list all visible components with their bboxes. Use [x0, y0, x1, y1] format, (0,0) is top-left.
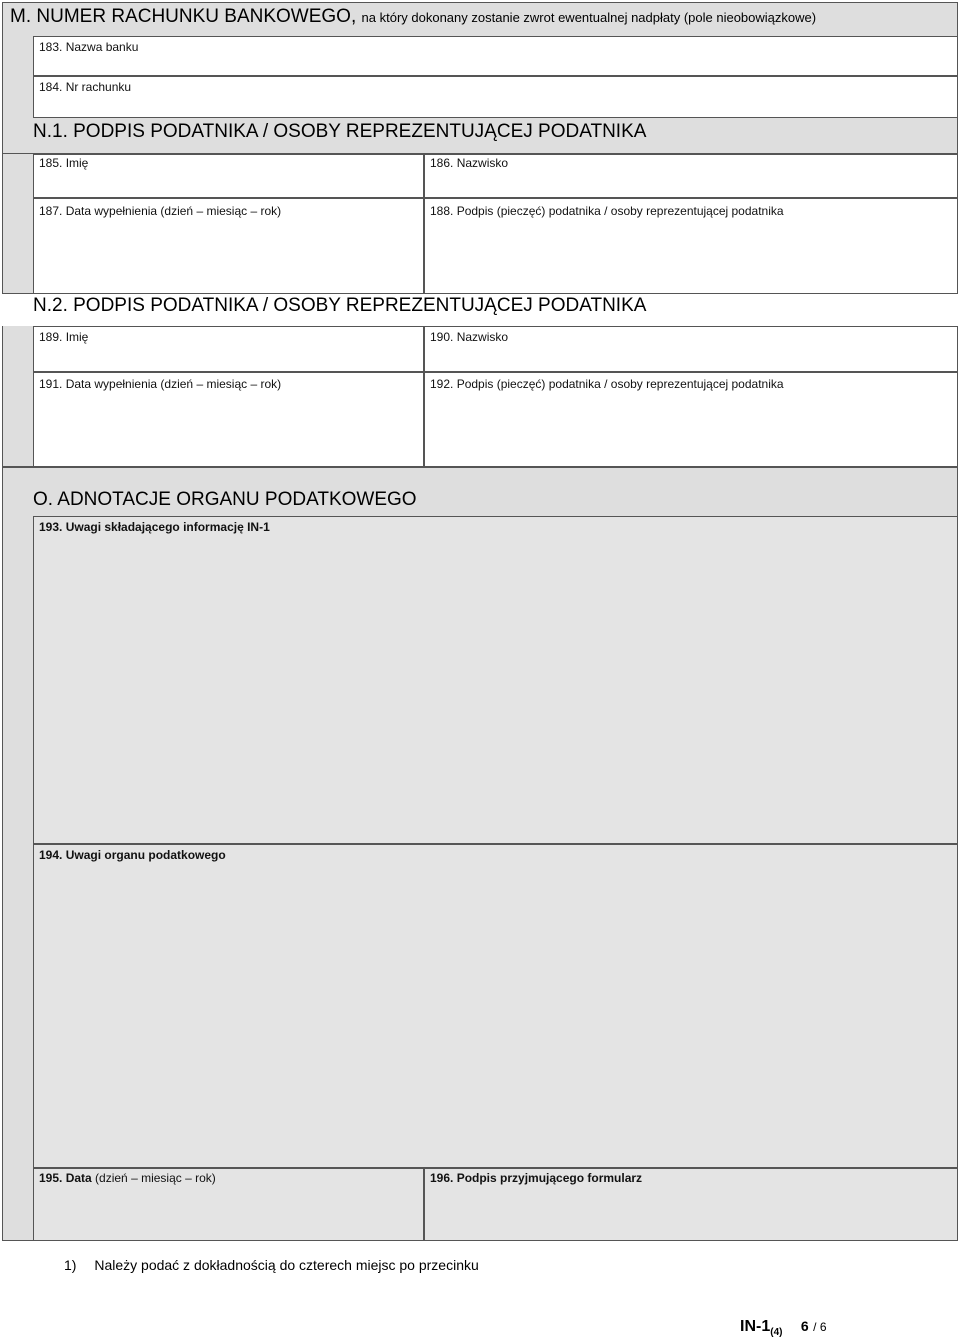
field-193-submitter-notes[interactable] — [33, 516, 958, 844]
field-184-account-number[interactable] — [33, 76, 958, 118]
field-189-first-name[interactable] — [33, 326, 424, 372]
field-191-label — [39, 377, 281, 391]
section-m-title-note: na który dokonany zostanie zwrot ewentualnej nadpłaty (pole nieobowiązkowe) — [361, 10, 817, 25]
field-192-signature[interactable] — [424, 372, 958, 467]
field-186-last-name[interactable] — [424, 154, 958, 198]
field-187-label — [39, 204, 281, 218]
field-189-label: 189. Imię — [39, 330, 89, 344]
field-191-fill-date[interactable] — [33, 372, 424, 467]
field-185-label: 185. Imię — [39, 156, 89, 170]
field-194-label: 194. Uwagi organu podatkowego — [39, 848, 226, 862]
section-o-title: O. ADNOTACJE ORGANU PODATKOWEGO — [33, 489, 417, 510]
field-187-label-format: (dzień – miesiąc – rok) — [160, 204, 282, 218]
field-190-label: 190. Nazwisko — [430, 330, 509, 344]
field-195-label-format: (dzień – miesiąc – rok) — [95, 1171, 216, 1185]
field-195-label-main: 195. Data — [39, 1171, 92, 1185]
section-m-title — [10, 6, 816, 28]
field-185-first-name[interactable] — [33, 154, 424, 198]
field-188-signature[interactable] — [424, 198, 958, 294]
page-footer — [740, 1318, 827, 1338]
form-code: IN-1 — [740, 1318, 771, 1335]
page-total: / 6 — [813, 1320, 827, 1334]
field-191-label-format: (dzień – miesiąc – rok) — [160, 377, 282, 391]
field-194-authority-notes[interactable] — [33, 844, 958, 1168]
field-196-label: 196. Podpis przyjmującego formularz — [430, 1171, 643, 1185]
field-193-label: 193. Uwagi składającego informację IN-1 — [39, 520, 270, 534]
footnote — [64, 1257, 479, 1273]
field-184-label: 184. Nr rachunku — [39, 80, 132, 94]
section-m-title-bold: M. NUMER RACHUNKU BANKOWEGO, — [10, 6, 357, 27]
field-183-bank-name[interactable] — [33, 36, 958, 76]
field-188-label: 188. Podpis (pieczęć) podatnika / osoby reprezentującej podatnika — [430, 204, 784, 218]
field-187-fill-date[interactable] — [33, 198, 424, 294]
field-186-label: 186. Nazwisko — [430, 156, 509, 170]
field-195-date[interactable] — [33, 1168, 424, 1241]
field-183-label: 183. Nazwa banku — [39, 40, 139, 54]
field-190-last-name[interactable] — [424, 326, 958, 372]
footnote-number: 1) — [64, 1257, 77, 1273]
form-version: (4) — [770, 1327, 783, 1338]
field-192-label: 192. Podpis (pieczęć) podatnika / osoby reprezentującej podatnika — [430, 377, 784, 391]
footnote-text: Należy podać z dokładnością do czterech miejsc po przecinku — [94, 1257, 479, 1273]
page-current: 6 — [800, 1318, 809, 1334]
field-187-label-main: 187. Data wypełnienia — [39, 204, 158, 218]
field-196-receiver-signature[interactable] — [424, 1168, 958, 1241]
section-n1-title: N.1. PODPIS PODATNIKA / OSOBY REPREZENTUJĄCEJ PODATNIKA — [33, 121, 647, 142]
field-195-label — [39, 1171, 216, 1185]
section-n2-title: N.2. PODPIS PODATNIKA / OSOBY REPREZENTUJĄCEJ PODATNIKA — [33, 295, 647, 316]
field-191-label-main: 191. Data wypełnienia — [39, 377, 158, 391]
